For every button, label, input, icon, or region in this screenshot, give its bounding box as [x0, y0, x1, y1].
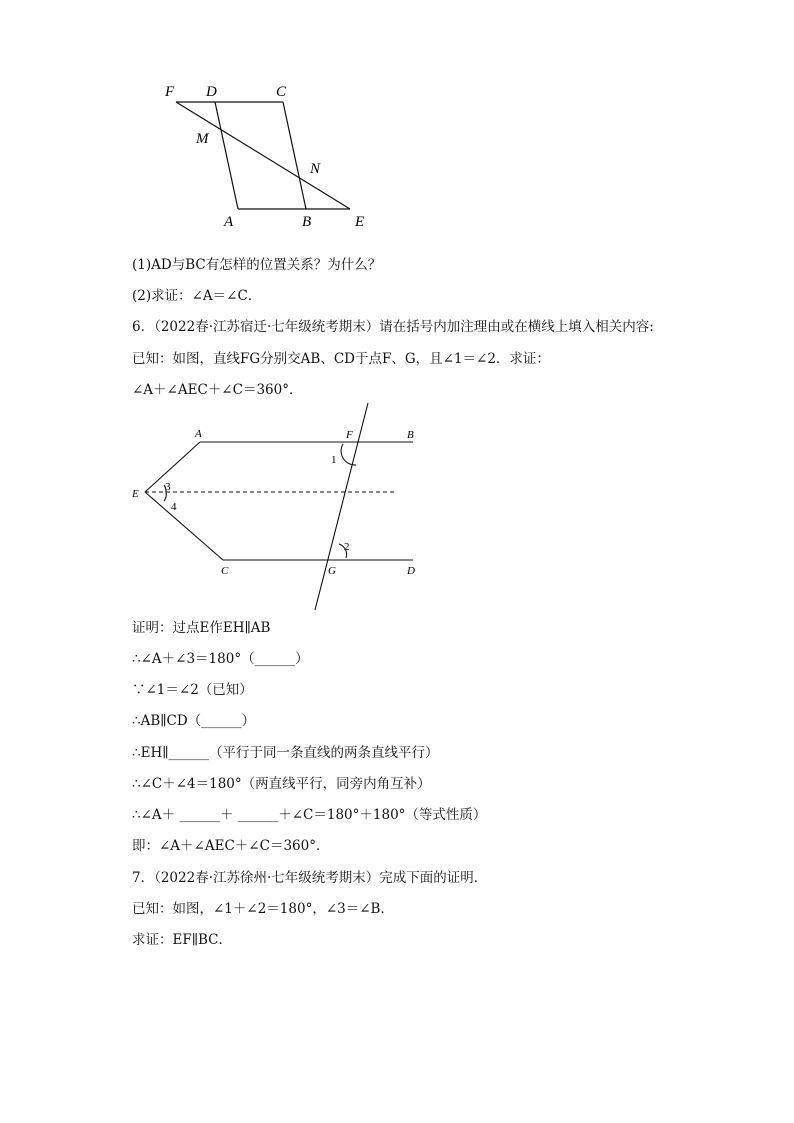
q7-header: 7．（2022春·江苏徐州·七年级统考期末）完成下面的证明．: [132, 870, 488, 886]
label-g: G: [328, 565, 336, 577]
q6-proof-line-2: ∴∠A＋∠3＝180°（______）: [132, 651, 309, 667]
parallel-lines-figure: [125, 400, 425, 615]
label-c: C: [221, 565, 229, 577]
label-n: N: [310, 161, 321, 177]
label-angle-3: 3: [165, 481, 171, 493]
q7-given: 已知：如图，∠1＋∠2＝180°，∠3＝∠B．: [132, 901, 394, 917]
q5-sub2: (2)求证：∠A＝∠C．: [132, 288, 262, 304]
label-angle-4: 4: [171, 501, 177, 513]
label-angle-2: 2: [344, 541, 350, 553]
line-da: [215, 102, 238, 209]
angle-1-arc: [341, 444, 356, 465]
label-b: B: [302, 214, 312, 230]
q6-proof-line-7: ∴∠A＋ ______＋ ______＋∠C＝180°＋180°（等式性质）: [132, 807, 487, 823]
label-a: A: [195, 428, 202, 440]
q6-given-2: ∠A＋∠AEC＋∠C＝360°．: [132, 382, 303, 398]
label-e: E: [355, 214, 365, 230]
line-ea: [145, 442, 200, 492]
q6-proof-line-8: 即：∠A＋∠AEC＋∠C＝360°．: [132, 838, 330, 854]
label-c: C: [276, 84, 287, 100]
q5-sub1: (1)AD与BC有怎样的位置关系？为什么？: [132, 257, 382, 273]
label-a: A: [224, 214, 234, 230]
label-angle-1: 1: [331, 454, 337, 466]
q6-proof-line-6: ∴∠C＋∠4＝180°（两直线平行，同旁内角互补）: [132, 776, 431, 792]
q6-header: 6．（2022春·江苏宿迁·七年级统考期末）请在括号内加注理由或在横线上填入相关内容:: [132, 319, 654, 335]
q6-given-1: 已知：如图，直线FG分别交AB、CD于点F、G，且∠1＝∠2．求证：: [132, 351, 550, 367]
q6-proof-line-4: ∴AB∥CD（______）: [132, 713, 256, 729]
label-b: B: [407, 429, 414, 441]
line-cb: [283, 102, 306, 209]
label-f: F: [346, 429, 353, 441]
q6-proof-line-5: ∴EH∥______（平行于同一条直线的两条直线平行）: [132, 745, 439, 761]
line-fg: [315, 403, 368, 610]
line-ec: [145, 492, 223, 560]
angle-4-arc: [164, 492, 166, 501]
label-d: D: [206, 84, 217, 100]
q6-proof-line-3: ∵∠1＝∠2（已知）: [132, 682, 253, 698]
parallelogram-figure: [150, 75, 390, 235]
q7-prove: 求证：EF∥BC．: [132, 932, 232, 948]
label-m: M: [196, 131, 209, 147]
q6-proof-line-1: 证明：过点E作EH∥AB: [132, 620, 271, 636]
line-fe: [176, 102, 350, 209]
label-d: D: [407, 565, 415, 577]
label-f: F: [165, 84, 175, 100]
label-e: E: [132, 488, 139, 500]
